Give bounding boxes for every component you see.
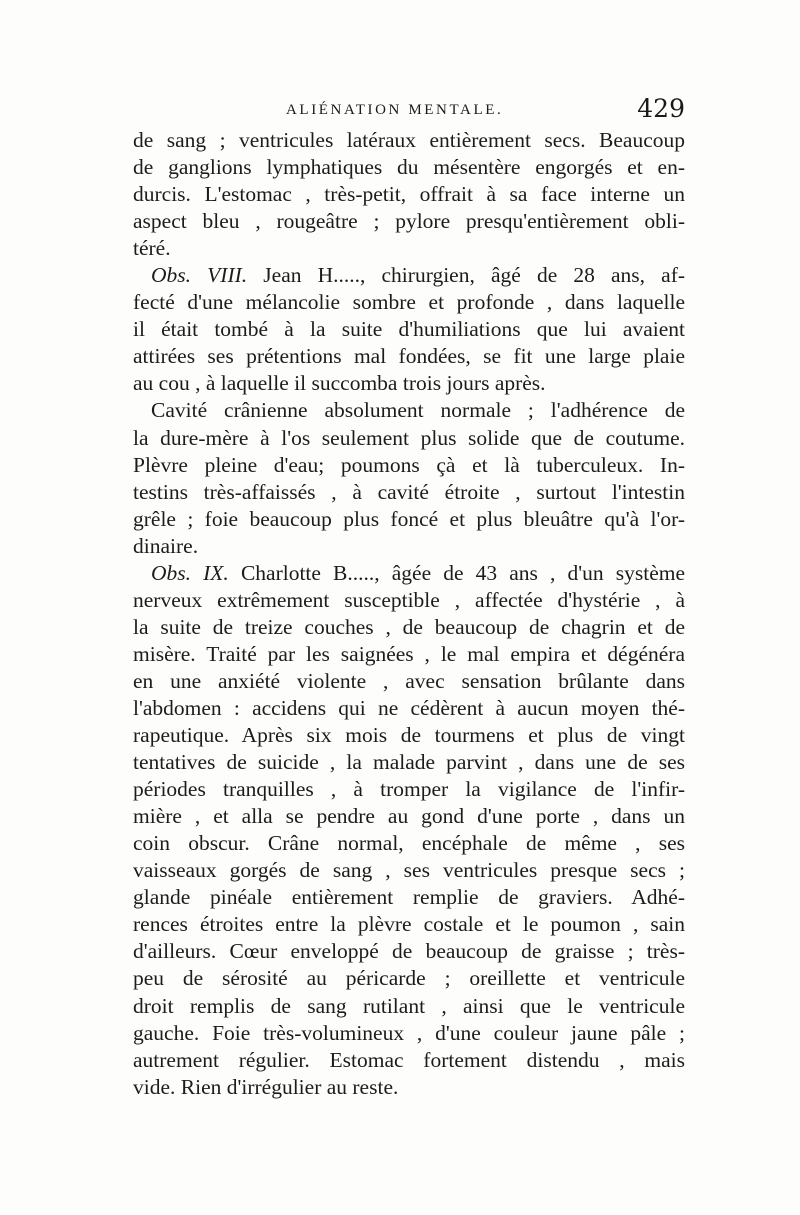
text-line: la dure-mère à l'os seulement plus solide que de coutume. <box>133 425 685 450</box>
text-line: Charlotte B....., âgée de 43 ans , d'un système <box>240 560 685 585</box>
text-line: gauche. Foie très-volumineux , d'une couleur jaune pâle ; <box>133 1020 685 1045</box>
text-line: peu de sérosité au péricarde ; oreillette et ventricule <box>133 966 685 991</box>
text-line: vaisseaux gorgés de sang , ses ventricules presque secs ; <box>133 858 685 883</box>
text-line: rapeutique. Après six mois de tourmens et plus de vingt <box>133 723 685 748</box>
text-line: de ganglions lymphatiques du mésentère engorgés et en- <box>133 155 685 180</box>
text-line: vide. Rien d'irrégulier au reste. <box>133 1074 399 1099</box>
text-line: d'ailleurs. Cœur enveloppé de beaucoup de graisse ; très- <box>133 939 685 964</box>
text-line: coin obscur. Crâne normal, encéphale de même , ses <box>133 831 685 856</box>
observation-label: Obs. IX. <box>151 560 229 585</box>
text-line: il était tombé à la suite d'humiliations que lui avaient <box>133 317 685 342</box>
text-line: mière , et alla se pendre au gond d'une porte , dans un <box>133 804 685 829</box>
text-line: Plèvre pleine d'eau; poumons çà et là tuberculeux. In- <box>133 452 685 477</box>
text-line: de sang ; ventricules latéraux entièrement secs. Beaucoup <box>133 128 685 152</box>
text-line: Jean H....., chirurgien, âgé de 28 ans, af- <box>263 263 685 288</box>
page-header <box>133 94 685 128</box>
text-line: nerveux extrêmement susceptible , affectée d'hystérie , à <box>133 587 685 612</box>
observation-label: Obs. VIII. <box>151 263 248 288</box>
text-line: fecté d'une mélancolie sombre et profonde , dans laquelle <box>133 290 685 315</box>
text-line: durcis. L'estomac , très-petit, offrait à sa face interne un <box>133 182 685 207</box>
text-line: périodes tranquilles , à tromper la vigilance de l'infir- <box>133 777 685 802</box>
observation-8-first-line <box>133 262 685 289</box>
text-line: attirées ses prétentions mal fondées, se fit une large plaie <box>133 344 685 369</box>
text-line: testins très-affaissés , à cavité étroite , surtout l'intestin <box>133 479 685 504</box>
text-line: droit remplis de sang rutilant , ainsi que le ventricule <box>133 993 685 1018</box>
text-line: misère. Traité par les saignées , le mal empira et dégénéra <box>133 641 685 666</box>
text-line: rences étroites entre la plèvre costale et le poumon , sain <box>133 912 685 937</box>
page-number: 429 <box>637 94 685 123</box>
text-line: autrement régulier. Estomac fortement distendu , mais <box>133 1047 685 1072</box>
text-line: en une anxiété violente , avec sensation brûlante dans <box>133 668 685 693</box>
text-line: au cou , à laquelle il succomba trois jours après. <box>133 371 546 396</box>
body-text <box>133 127 685 1101</box>
text-line: tentatives de suicide , la malade parvint , dans une de ses <box>133 750 685 775</box>
text-line: téré. <box>133 236 171 261</box>
text-line: dinaire. <box>133 533 199 558</box>
text-line: la suite de treize couches , de beaucoup de chagrin et de <box>133 614 685 639</box>
text-line: aspect bleu , rougeâtre ; pylore presqu'entièrement obli- <box>133 209 685 234</box>
text-line: glande pinéale entièrement remplie de graviers. Adhé- <box>133 885 685 910</box>
text-line: Cavité crânienne absolument normale ; l'adhérence de <box>151 398 685 423</box>
running-title: ALIÉNATION MENTALE. <box>286 102 504 118</box>
text-line: l'abdomen : accidens qui ne cédèrent à aucun moyen thé- <box>133 695 685 720</box>
observation-9-first-line <box>133 560 685 587</box>
text-line: grêle ; foie beaucoup plus foncé et plus bleuâtre qu'à l'or- <box>133 506 685 531</box>
